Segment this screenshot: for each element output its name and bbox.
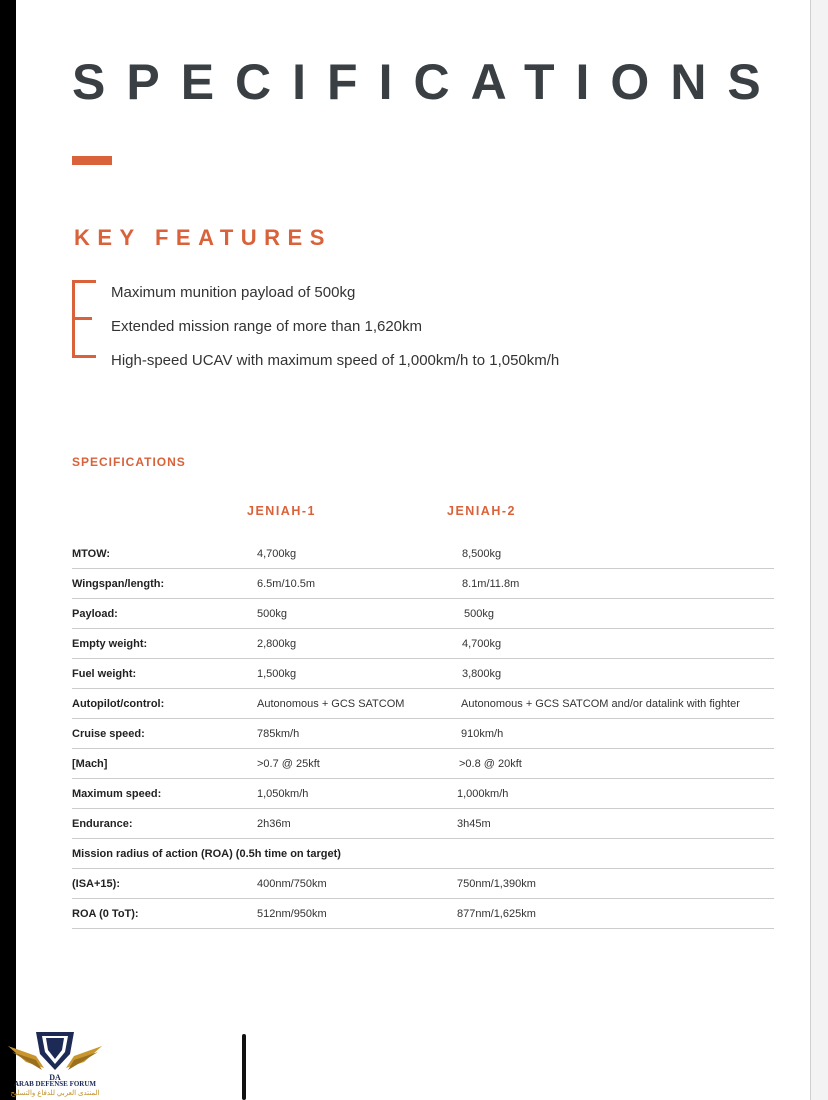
jeniah-1-value: >0.7 @ 25kft (252, 749, 457, 779)
feature-item: High-speed UCAV with maximum speed of 1,000km/h to 1,050km/h (111, 352, 560, 369)
table-row (72, 569, 774, 599)
logo-name: ARAB DEFENSE FORUM (13, 1080, 97, 1088)
accent-bar (72, 156, 112, 165)
specifications-table (72, 539, 774, 929)
table-row (72, 809, 774, 839)
jeniah-2-value: >0.8 @ 20kft (457, 749, 774, 779)
table-row (72, 869, 774, 899)
table-row-section (72, 839, 774, 869)
jeniah-2-value: 8.1m/11.8m (457, 569, 774, 599)
table-row (72, 629, 774, 659)
row-label: MTOW: (72, 539, 252, 569)
table-row (72, 599, 774, 629)
column-header-jeniah-2: JENIAH-2 (447, 504, 516, 518)
row-label: Autopilot/control: (72, 689, 252, 719)
pen-mark (242, 1034, 246, 1100)
jeniah-2-value: 877nm/1,625km (457, 899, 774, 929)
table-row (72, 779, 774, 809)
row-label: Endurance: (72, 809, 252, 839)
logo-subtitle: المنتدى العربي للدفاع والتسليح (10, 1090, 100, 1097)
jeniah-2-value: 4,700kg (457, 629, 774, 659)
specifications-label: SPECIFICATIONS (72, 455, 186, 469)
jeniah-1-value: Autonomous + GCS SATCOM (252, 689, 457, 719)
jeniah-1-value: 1,050km/h (252, 779, 457, 809)
row-label: (ISA+15): (72, 869, 252, 899)
key-features-title: KEY FEATURES (74, 225, 332, 250)
jeniah-1-value: 785km/h (252, 719, 457, 749)
table-row (72, 659, 774, 689)
eagle-emblem-icon (6, 1026, 104, 1080)
jeniah-2-value: 910km/h (457, 719, 774, 749)
row-label: Maximum speed: (72, 779, 252, 809)
row-label: Fuel weight: (72, 659, 252, 689)
table-row (72, 749, 774, 779)
jeniah-1-value: 4,700kg (252, 539, 457, 569)
jeniah-1-value: 2,800kg (252, 629, 457, 659)
row-label: Cruise speed: (72, 719, 252, 749)
jeniah-2-value: 3h45m (457, 809, 774, 839)
jeniah-2-value: 3,800kg (457, 659, 774, 689)
document-page (16, 0, 810, 1100)
feature-item: Maximum munition payload of 500kg (111, 284, 356, 301)
e-bracket-icon (72, 280, 96, 358)
arab-defense-forum-watermark (0, 1026, 110, 1100)
jeniah-2-value: 750nm/1,390km (457, 869, 774, 899)
row-label: Wingspan/length: (72, 569, 252, 599)
jeniah-1-value: 512nm/950km (252, 899, 457, 929)
jeniah-1-value: 2h36m (252, 809, 457, 839)
table-row (72, 899, 774, 929)
table-row (72, 689, 774, 719)
jeniah-2-value: Autonomous + GCS SATCOM and/or datalink with fighter (457, 689, 774, 719)
section-label: Mission radius of action (ROA) (0.5h time on target) (72, 839, 774, 869)
feature-item: Extended mission range of more than 1,620km (111, 318, 423, 335)
jeniah-1-value: 6.5m/10.5m (252, 569, 457, 599)
row-label: Empty weight: (72, 629, 252, 659)
jeniah-1-value: 1,500kg (252, 659, 457, 689)
jeniah-2-value: 1,000km/h (457, 779, 774, 809)
page-title: SPECIFICATIONS (72, 54, 782, 110)
page-edge-strip (810, 0, 828, 1100)
column-header-jeniah-1: JENIAH-1 (247, 504, 316, 518)
row-label: Payload: (72, 599, 252, 629)
row-label: [Mach] (72, 749, 252, 779)
jeniah-1-value: 400nm/750km (252, 869, 457, 899)
table-row (72, 539, 774, 569)
row-label: ROA (0 ToT): (72, 899, 252, 929)
jeniah-2-value: 8,500kg (457, 539, 774, 569)
key-features-list (111, 276, 559, 378)
table-row (72, 719, 774, 749)
jeniah-1-value: 500kg (252, 599, 457, 629)
jeniah-2-value: 500kg (457, 599, 774, 629)
logo-abbr: DA (49, 1073, 61, 1080)
